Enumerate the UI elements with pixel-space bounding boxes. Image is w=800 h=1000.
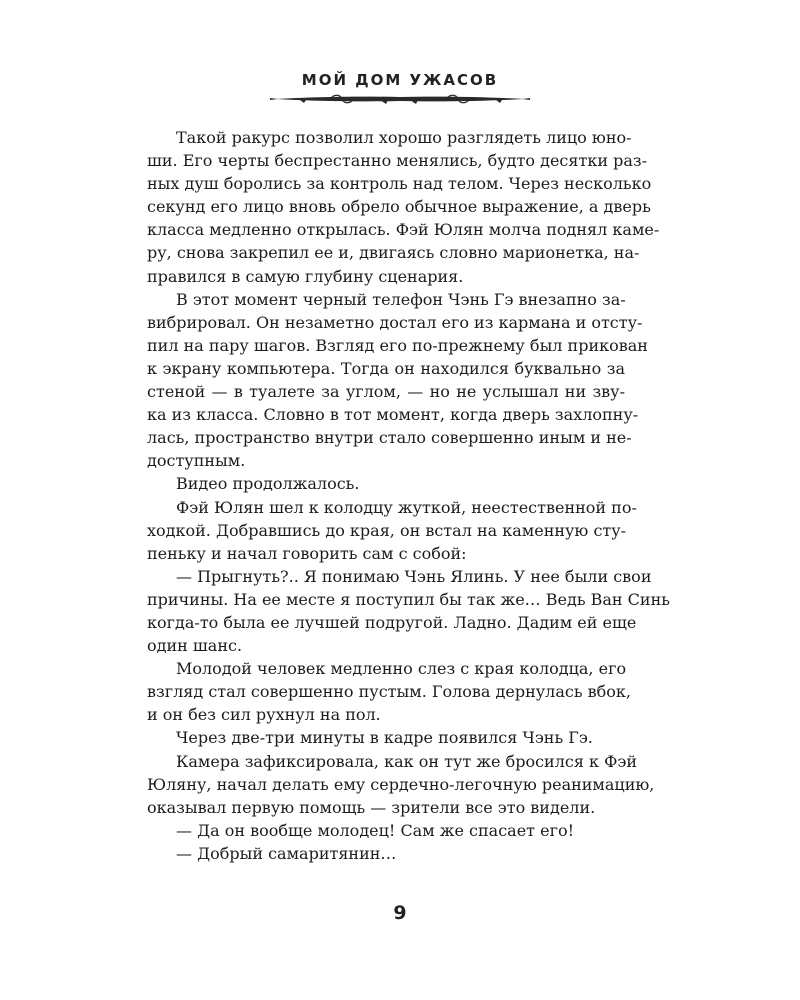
text-line: оказывал первую помощь — зрители все это видели. [147,797,596,817]
text-line: Такой ракурс позволил хорошо разглядеть лицо юно- [176,128,632,147]
text-line: ных душ боролись за контроль над телом. Через несколько [147,174,652,194]
text-line: Молодой человек медленно слез с края колодца, его [176,659,627,679]
text-line: секунд его лицо вновь обрело обычное выражение, а дверь [147,197,651,217]
text-line: В этот момент черный телефон Чэнь Гэ внезапно за- [176,289,626,309]
text-line: Через две-три минуты в кадре появился Чэнь Гэ. [176,728,593,748]
text-line: — Добрый самаритянин… [176,843,397,863]
text-line: — Прыгнуть?.. Я понимаю Чэнь Ялинь. У нее были свои [176,566,652,586]
text-line: пил на пару шагов. Взгляд его по-прежнему был прикован [147,335,648,355]
body-text [147,126,670,865]
paragraph [147,496,637,565]
text-line: ру, снова закрепил ее и, двигаясь словно марионетка, на- [147,243,640,263]
text-line: лась, пространство внутри стало совершенно иным и не- [147,428,632,448]
text-line: стеной — в туалете за углом, — но не услышал ни зву- [147,382,625,402]
text-line: пеньку и начал говорить сам с собой: [147,543,467,563]
text-line: и он без сил рухнул на пол. [147,705,381,725]
paragraph [147,565,670,657]
text-line: Юляну, начал делать ему сердечно-легочную реанимацию, [147,774,655,794]
text-line: ши. Его черты беспрестанно менялись, будто десятки раз- [147,151,647,171]
paragraph [147,657,631,726]
text-line: вибрировал. Он незаметно достал его из кармана и отсту- [147,312,643,332]
paragraph [147,726,625,749]
paragraph [147,819,625,842]
book-title-header: МОЙ ДОМ УЖАСОВ [301,71,499,89]
paragraph [147,750,655,819]
text-line: Фэй Юлян шел к колодцу жуткой, неестественной по- [176,497,637,517]
text-line: класса медленно открылась. Фэй Юлян молча поднял каме- [147,220,660,240]
paragraph [147,126,660,288]
page-number: 9 [393,902,407,924]
header-ornament-divider [270,92,530,106]
paragraph [147,288,648,473]
text-line: правился в самую глубину сценария. [147,266,464,286]
paragraph [147,842,625,865]
text-line: доступным. [147,451,246,471]
text-line: к экрану компьютера. Тогда он находился буквально за [147,358,625,378]
text-line: причины. На ее месте я поступил бы так же… Ведь Ван Синь [147,589,670,609]
text-line: — Да он вообще молодец! Сам же спасает его! [176,820,575,840]
paragraph [147,472,625,495]
text-line: один шанс. [147,636,243,656]
text-line: когда-то была ее лучшей подругой. Ладно. Дадим ей еще [147,612,637,632]
text-line: ходкой. Добравшись до края, он встал на каменную сту- [147,520,627,540]
text-line: ка из класса. Словно в тот момент, когда дверь захлопну- [147,405,639,425]
text-line: Видео продолжалось. [176,474,360,494]
text-line: Камера зафиксировала, как он тут же бросился к Фэй [176,751,637,771]
text-line: взгляд стал совершенно пустым. Голова дернулась вбок, [147,682,631,702]
